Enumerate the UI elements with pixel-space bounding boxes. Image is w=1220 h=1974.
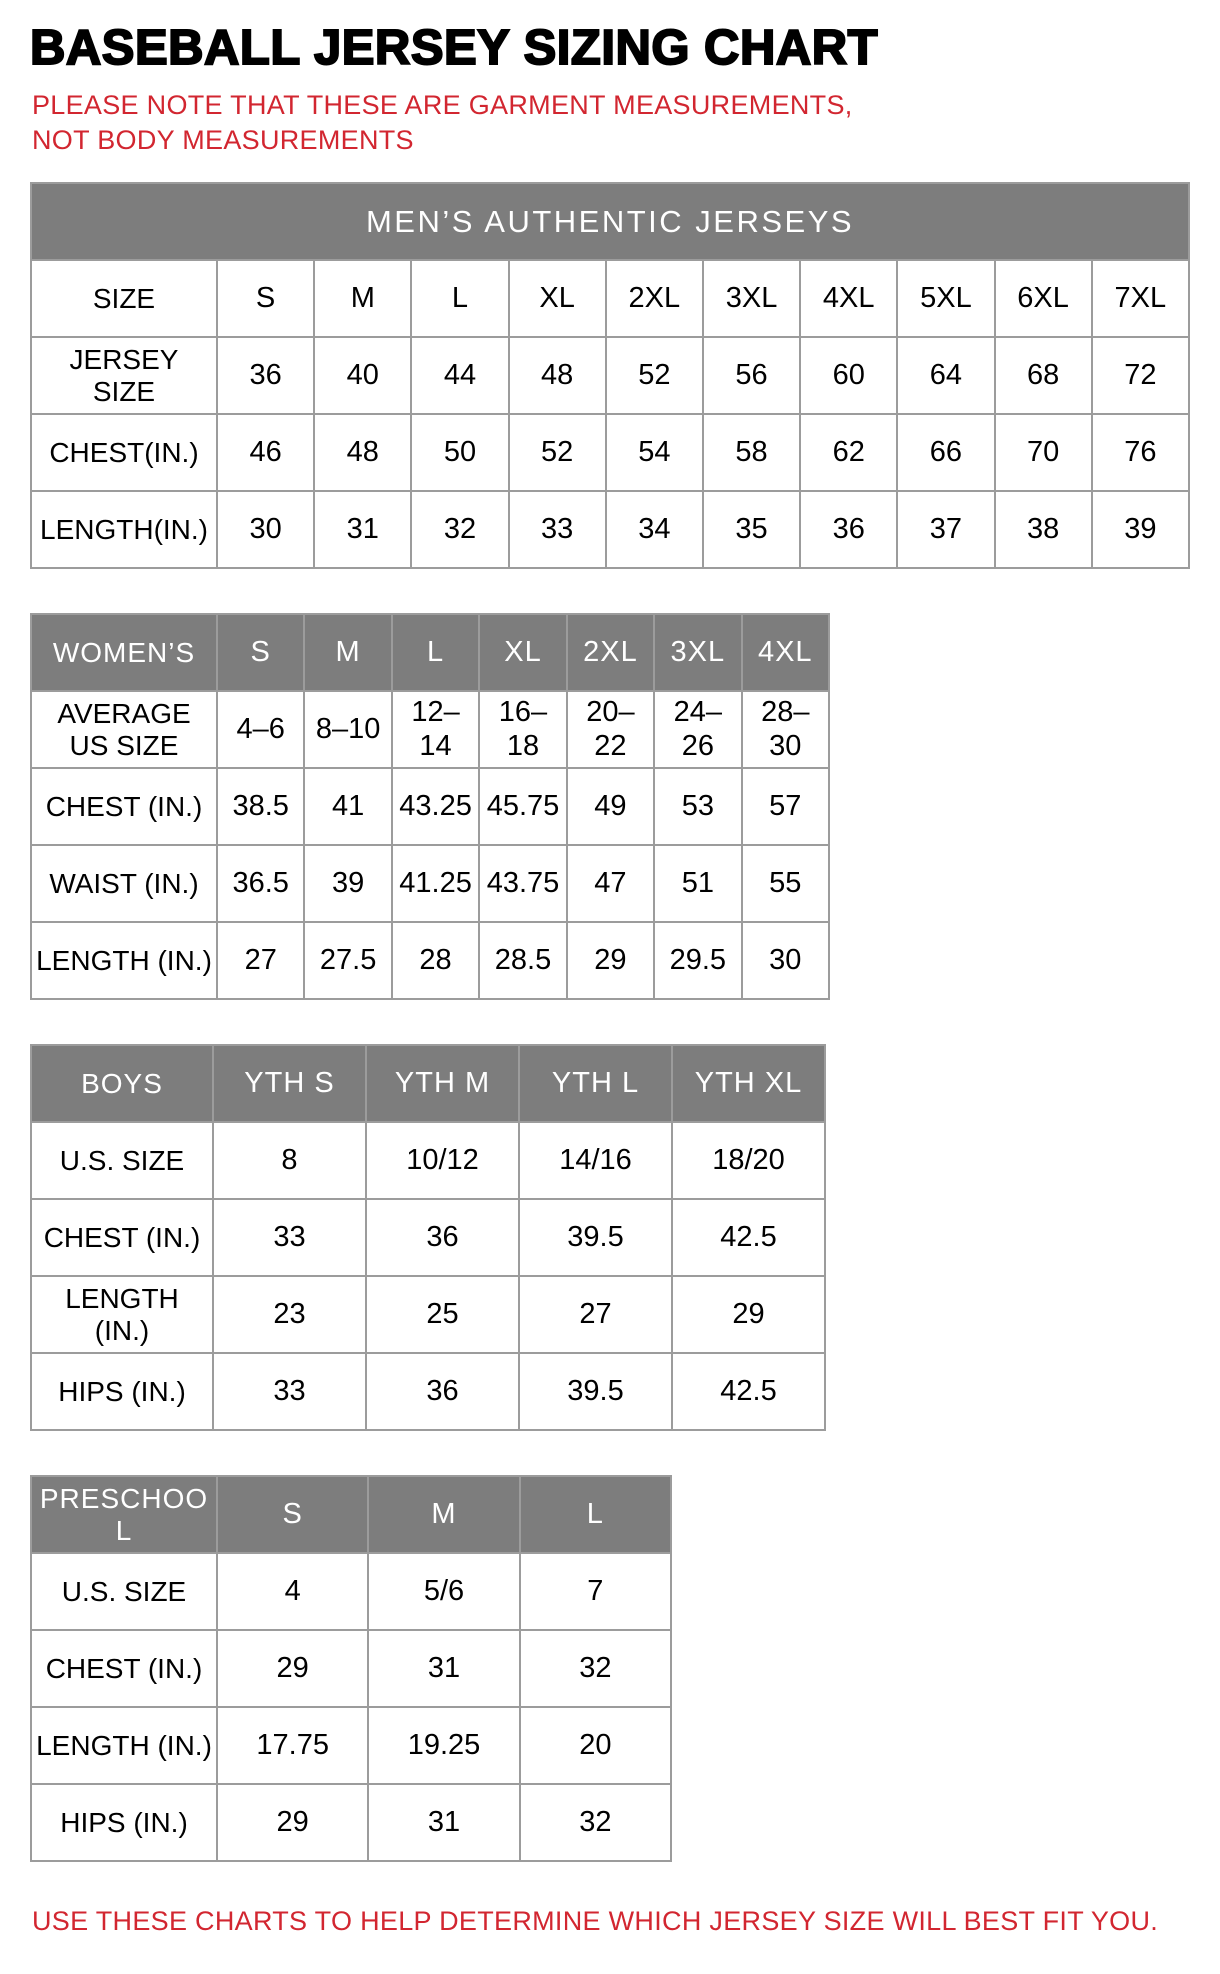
header-label-cell: BOYS	[31, 1045, 213, 1122]
value-cell: 40	[314, 337, 411, 414]
value-cell: 43.25	[392, 768, 479, 845]
row-label-cell: LENGTH(IN.)	[31, 491, 217, 568]
value-cell: 3XL	[703, 260, 800, 337]
value-cell: 30	[217, 491, 314, 568]
row-label-cell: CHEST(IN.)	[31, 414, 217, 491]
value-cell: 45.75	[479, 768, 566, 845]
row-label-cell: JERSEY SIZE	[31, 337, 217, 414]
value-cell: 41	[304, 768, 391, 845]
value-cell: 18/20	[672, 1122, 825, 1199]
value-cell: 2XL	[606, 260, 703, 337]
table-title-cell: MEN’S AUTHENTIC JERSEYS	[31, 183, 1189, 260]
value-cell: 14/16	[519, 1122, 672, 1199]
header-label-cell: WOMEN’S	[31, 614, 217, 691]
value-cell: 38	[995, 491, 1092, 568]
value-cell: 20–22	[567, 691, 654, 768]
value-cell: 29	[217, 1630, 368, 1707]
value-cell: 37	[897, 491, 994, 568]
value-cell: 76	[1092, 414, 1189, 491]
table-row	[31, 1276, 825, 1353]
table-row	[31, 1630, 671, 1707]
value-cell: 33	[509, 491, 606, 568]
value-cell: 29.5	[654, 922, 741, 999]
value-cell: 68	[995, 337, 1092, 414]
value-cell: 51	[654, 845, 741, 922]
header-label-cell: PRESCHOOL	[31, 1476, 217, 1553]
page-title: BASEBALL JERSEY SIZING CHART	[30, 21, 879, 75]
value-cell: 55	[742, 845, 829, 922]
garment-measurement-note: PLEASE NOTE THAT THESE ARE GARMENT MEASUREMENTS, NOT BODY MEASUREMENTS	[32, 90, 853, 156]
value-cell: 36	[217, 337, 314, 414]
value-cell: 10/12	[366, 1122, 519, 1199]
value-cell: 50	[411, 414, 508, 491]
value-cell: 19.25	[368, 1707, 519, 1784]
value-cell: 32	[520, 1630, 671, 1707]
value-cell: 6XL	[995, 260, 1092, 337]
table-row	[31, 491, 1189, 568]
table-header-row	[31, 1045, 825, 1122]
value-cell: 24–26	[654, 691, 741, 768]
row-label-cell: AVERAGE US SIZE	[31, 691, 217, 768]
row-label-cell: U.S. SIZE	[31, 1122, 213, 1199]
row-label-cell: SIZE	[31, 260, 217, 337]
table-row	[31, 1784, 671, 1861]
header-size-cell: 2XL	[567, 614, 654, 691]
value-cell: 43.75	[479, 845, 566, 922]
header-size-cell: XL	[479, 614, 566, 691]
value-cell: 34	[606, 491, 703, 568]
value-cell: 12–14	[392, 691, 479, 768]
value-cell: 42.5	[672, 1353, 825, 1430]
value-cell: 31	[314, 491, 411, 568]
value-cell: 36	[800, 491, 897, 568]
table-row	[31, 768, 829, 845]
value-cell: 36	[366, 1199, 519, 1276]
value-cell: 53	[654, 768, 741, 845]
table-header-row	[31, 1476, 671, 1553]
row-label-cell: HIPS (IN.)	[31, 1784, 217, 1861]
value-cell: 32	[411, 491, 508, 568]
table-preschool	[30, 1475, 672, 1862]
value-cell: 17.75	[217, 1707, 368, 1784]
header-size-cell: 4XL	[742, 614, 829, 691]
row-label-cell: LENGTH (IN.)	[31, 1707, 217, 1784]
row-label-cell: LENGTH (IN.)	[31, 922, 217, 999]
value-cell: 66	[897, 414, 994, 491]
value-cell: 5XL	[897, 260, 994, 337]
value-cell: 46	[217, 414, 314, 491]
value-cell: 4	[217, 1553, 368, 1630]
value-cell: 4–6	[217, 691, 304, 768]
value-cell: 25	[366, 1276, 519, 1353]
value-cell: 31	[368, 1784, 519, 1861]
value-cell: 29	[672, 1276, 825, 1353]
row-label-cell: HIPS (IN.)	[31, 1353, 213, 1430]
header-size-cell: M	[368, 1476, 519, 1553]
footer-note: USE THESE CHARTS TO HELP DETERMINE WHICH JERSEY SIZE WILL BEST FIT YOU.	[32, 1906, 1159, 1937]
value-cell: 39.5	[519, 1199, 672, 1276]
value-cell: 52	[606, 337, 703, 414]
table-row	[31, 845, 829, 922]
table-row	[31, 260, 1189, 337]
table-header-row	[31, 614, 829, 691]
value-cell: 31	[368, 1630, 519, 1707]
header-size-cell: YTH XL	[672, 1045, 825, 1122]
header-size-cell: L	[392, 614, 479, 691]
table-mens-authentic-jerseys	[30, 182, 1190, 569]
header-size-cell: YTH L	[519, 1045, 672, 1122]
table-row	[31, 922, 829, 999]
value-cell: 49	[567, 768, 654, 845]
header-size-cell: S	[217, 1476, 368, 1553]
value-cell: 7XL	[1092, 260, 1189, 337]
value-cell: M	[314, 260, 411, 337]
table-row	[31, 1199, 825, 1276]
value-cell: L	[411, 260, 508, 337]
row-label-cell: CHEST (IN.)	[31, 1199, 213, 1276]
value-cell: 35	[703, 491, 800, 568]
value-cell: 30	[742, 922, 829, 999]
value-cell: 44	[411, 337, 508, 414]
value-cell: 48	[509, 337, 606, 414]
value-cell: 41.25	[392, 845, 479, 922]
value-cell: 54	[606, 414, 703, 491]
value-cell: 27	[519, 1276, 672, 1353]
header-size-cell: YTH S	[213, 1045, 366, 1122]
value-cell: 7	[520, 1553, 671, 1630]
value-cell: 42.5	[672, 1199, 825, 1276]
value-cell: 64	[897, 337, 994, 414]
value-cell: 4XL	[800, 260, 897, 337]
header-size-cell: M	[304, 614, 391, 691]
value-cell: 52	[509, 414, 606, 491]
value-cell: 70	[995, 414, 1092, 491]
row-label-cell: U.S. SIZE	[31, 1553, 217, 1630]
value-cell: 38.5	[217, 768, 304, 845]
value-cell: 39	[304, 845, 391, 922]
row-label-cell: CHEST (IN.)	[31, 768, 217, 845]
row-label-cell: LENGTH (IN.)	[31, 1276, 213, 1353]
value-cell: 72	[1092, 337, 1189, 414]
value-cell: 39.5	[519, 1353, 672, 1430]
value-cell: 60	[800, 337, 897, 414]
header-size-cell: 3XL	[654, 614, 741, 691]
row-label-cell: WAIST (IN.)	[31, 845, 217, 922]
value-cell: 28–30	[742, 691, 829, 768]
table-title-row	[31, 183, 1189, 260]
row-label-cell: CHEST (IN.)	[31, 1630, 217, 1707]
value-cell: 27	[217, 922, 304, 999]
value-cell: 27.5	[304, 922, 391, 999]
table-row	[31, 1707, 671, 1784]
value-cell: 8	[213, 1122, 366, 1199]
table-row	[31, 691, 829, 768]
value-cell: 28	[392, 922, 479, 999]
table-row	[31, 1553, 671, 1630]
value-cell: 28.5	[479, 922, 566, 999]
value-cell: 39	[1092, 491, 1189, 568]
value-cell: 36.5	[217, 845, 304, 922]
header-size-cell: S	[217, 614, 304, 691]
value-cell: XL	[509, 260, 606, 337]
value-cell: S	[217, 260, 314, 337]
header-size-cell: YTH M	[366, 1045, 519, 1122]
table-row	[31, 1353, 825, 1430]
value-cell: 58	[703, 414, 800, 491]
value-cell: 8–10	[304, 691, 391, 768]
value-cell: 20	[520, 1707, 671, 1784]
table-row	[31, 414, 1189, 491]
value-cell: 23	[213, 1276, 366, 1353]
value-cell: 16–18	[479, 691, 566, 768]
value-cell: 32	[520, 1784, 671, 1861]
value-cell: 33	[213, 1353, 366, 1430]
table-row	[31, 337, 1189, 414]
value-cell: 5/6	[368, 1553, 519, 1630]
table-womens	[30, 613, 830, 1000]
value-cell: 33	[213, 1199, 366, 1276]
value-cell: 29	[217, 1784, 368, 1861]
value-cell: 29	[567, 922, 654, 999]
value-cell: 57	[742, 768, 829, 845]
value-cell: 56	[703, 337, 800, 414]
value-cell: 62	[800, 414, 897, 491]
value-cell: 47	[567, 845, 654, 922]
header-size-cell: L	[520, 1476, 671, 1553]
value-cell: 36	[366, 1353, 519, 1430]
value-cell: 48	[314, 414, 411, 491]
table-row	[31, 1122, 825, 1199]
table-boys	[30, 1044, 826, 1431]
